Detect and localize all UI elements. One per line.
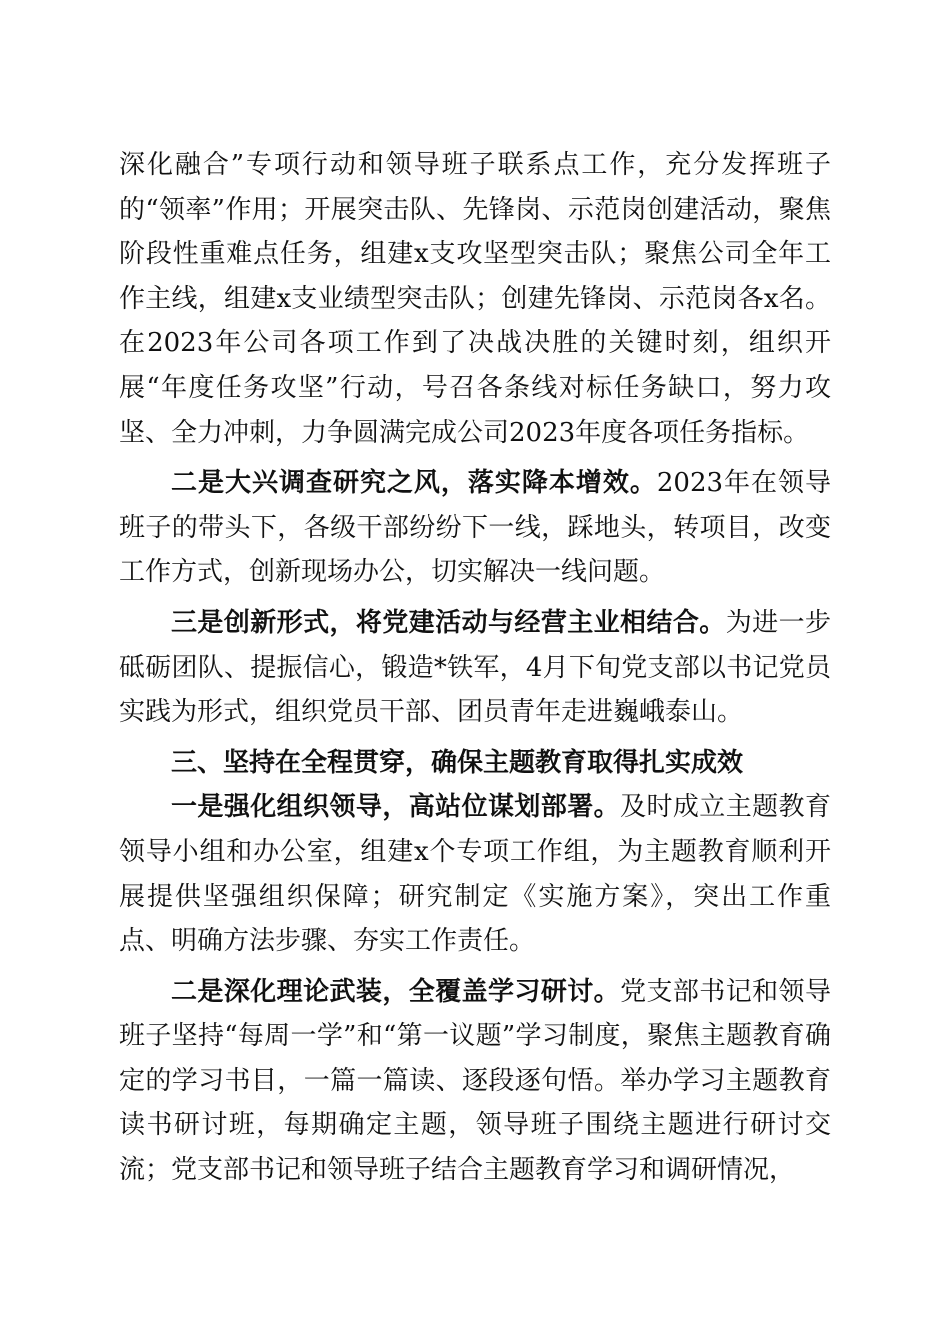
paragraph-continuation	[119, 143, 831, 455]
paragraph-organization	[119, 785, 831, 963]
paragraph-text: 及时成立主题教育领导小组和办公室，组建x个专项工作组，为主题教育顺利开展提供坚强组织保障；研究制定《实施方案》，突出工作重点、明确方法步骤、夯实工作责任。	[119, 792, 831, 957]
paragraph-theory	[119, 970, 831, 1193]
document-body	[119, 143, 831, 1193]
paragraph-text: 深化融合”专项行动和领导班子联系点工作，充分发挥班子的“领率”作用；开展突击队、先锋岗、示范岗创建活动，聚焦阶段性重难点任务，组建x支攻坚型突击队；聚焦公司全年工作主线，组建x支业绩型突击队；创建先锋岗、示范岗各x名。在2023年公司各项工作到了决战决胜的关键时刻，组织开展“年度任务攻坚”行动，号召各条线对标任务缺口，努力攻坚、全力冲刺，力争圆满完成公司2023年度各项任务指标。	[119, 150, 831, 448]
paragraph-text: 为进一步砥砺团队、提振信心，锻造*铁军，4月下旬党支部以书记党员实践为形式，组织党员干部、团员青年走进巍峨泰山。	[119, 607, 831, 728]
section-heading: 三、坚持在全程贯穿，确保主题教育取得扎实成效	[171, 747, 744, 778]
paragraph-lead: 一是强化组织领导，高站位谋划部署。	[171, 792, 621, 823]
paragraph-research	[119, 461, 831, 595]
paragraph-lead: 二是大兴调查研究之风，落实降本增效。	[171, 468, 657, 499]
paragraph-lead: 三是创新形式，将党建活动与经营主业相结合。	[171, 607, 726, 638]
paragraph-text: 2023年在领导班子的带头下，各级干部纷纷下一线，踩地头，转项目，改变工作方式，创新现场办公，切实解决一线问题。	[119, 468, 831, 588]
paragraph-text: 党支部书记和领导班子坚持“每周一学”和“第一议题”学习制度，聚焦主题教育确定的学习书目，一篇一篇读、逐段逐句悟。举办学习主题教育读书研讨班，每期确定主题，领导班子围绕主题进行研讨交流；党支部书记和领导班子结合主题教育学习和调研情况，	[119, 976, 831, 1186]
paragraph-lead: 二是深化理论武装，全覆盖学习研讨。	[171, 976, 621, 1007]
paragraph-innovation	[119, 601, 831, 735]
